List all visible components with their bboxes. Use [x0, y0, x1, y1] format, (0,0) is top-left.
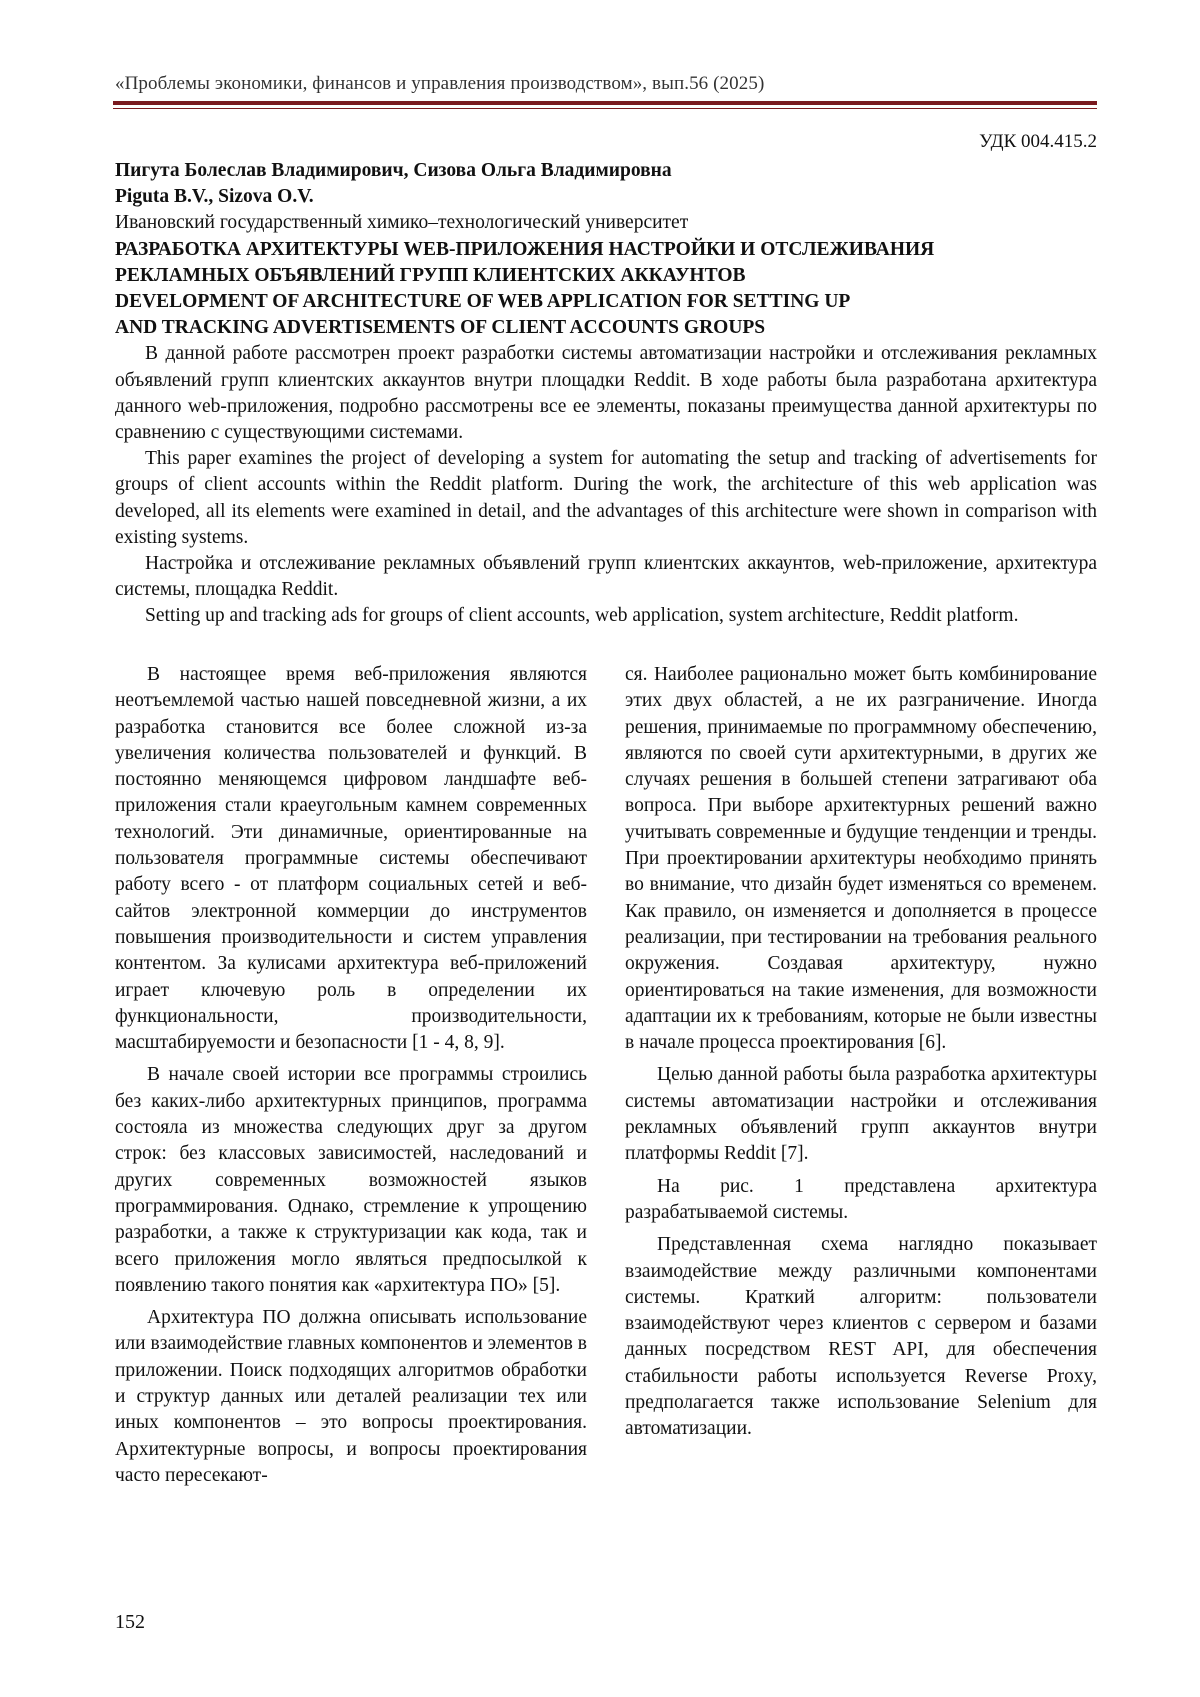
affiliation: Ивановский государственный химико–технологический университет [115, 212, 689, 234]
header-rule-thick [113, 101, 1097, 105]
authors-en: Piguta B.V., Sizova O.V. [115, 186, 314, 208]
body-paragraph: В настоящее время веб-приложения являются неотъемлемой частью нашей повседневной жизни, а их разработка становится все более сложной из-за увеличения количества пользователей и функций. В постоянно меняющемся цифровом ландшафте веб-приложения стали краеугольным камнем современных технологий. Эти динамичные, ориентированные на пользователя программные системы обеспечивают работу всего - от платформ социальных сетей и веб-сайтов электронной коммерции до инструментов повышения производительности и систем управления контентом. За кулисами архитектура веб-приложений играет ключевую роль в определении их функциональности, производительности, масштабируемости и безопасности [1 - 4, 8, 9]. [115, 664, 587, 1054]
authors-ru: Пигута Болеслав Владимирович, Сизова Ольга Владимировна [115, 160, 672, 181]
front-matter [115, 158, 1097, 630]
title-en-line-1: DEVELOPMENT OF ARCHITECTURE OF WEB APPLICATION FOR SETTING UP [115, 291, 851, 313]
right-column [625, 662, 1097, 1495]
body-paragraph: На рис. 1 представлена архитектура разрабатываемой системы. [625, 1175, 1097, 1223]
body-paragraph: Архитектура ПО должна описывать использование или взаимодействие главных компонентов и элементов в приложении. Поиск подходящих алгоритмов обработки и структур данных или деталей реализации тех или иных компонентов – это вопросы проектирования. Архитектурные вопросы, и вопросы проектирования часто пересекают- [115, 1307, 587, 1486]
running-header: «Проблемы экономики, финансов и управления производством», вып.56 (2025) [115, 73, 765, 94]
page-number: 152 [115, 1611, 145, 1633]
body-paragraph-continued: ся. Наиболее рационально может быть комбинирование этих двух областей, а не их разграничение. Иногда решения, принимаемые по программному обеспечению, являются по своей сути архитектурными, в других же случаях решения в большей степени затрагивают оба вопроса. При выборе архитектурных решений важно учитывать современные и будущие тенденции и тренды. При проектировании архитектуры необходимо принять во внимание, что дизайн будет изменяться со временем. Как правило, он изменяется и дополняется в процессе реализации, при тестировании на требования реального окружения. Создавая архитектуру, нужно ориентироваться на такие изменения, для возможности адаптации их к требованиям, которые не были известны в начале процесса проектирования [6]. [625, 664, 1097, 1054]
header-rule-thin [113, 108, 1097, 109]
body-paragraph: Представленная схема наглядно показывает взаимодействие между различными компонентами системы. Краткий алгоритм: пользователи взаимодействуют через клиентов с сервером и базами данных посредством REST API, для обеспечения стабильности работы используется Reverse Proxy, предполагается также использование Selenium для автоматизации. [625, 1234, 1097, 1440]
keywords-ru: Настройка и отслеживание рекламных объявлений групп клиентских аккаунтов, web-приложение, архитектура системы, площадка Reddit. [115, 553, 1097, 601]
body-columns [115, 662, 1097, 1495]
body-paragraph: Целью данной работы была разработка архитектуры системы автоматизации настройки и отслеживания рекламных объявлений групп аккаунтов внутри платформы Reddit [7]. [625, 1064, 1097, 1165]
left-column [115, 662, 587, 1495]
body-paragraph: В начале своей истории все программы строились без каких-либо архитектурных принципов, программа состояла из множества следующих друг за другом строк: без классовых зависимостей, наследований и других современных возможностей языков программирования. Однако, стремление к упрощению разработки, а также к структуризации как кода, так и всего приложения могло являться предпосылкой к появлению такого понятия как «архитектура ПО» [5]. [115, 1064, 587, 1296]
udk-code: УДК 004.415.2 [979, 131, 1097, 152]
keywords-en: Setting up and tracking ads for groups of client accounts, web application, system architecture, Reddit platform. [145, 605, 1019, 627]
abstract-en: This paper examines the project of developing a system for automating the setup and tracking of advertisements for groups of client accounts within the Reddit platform. During the work, the architecture of this web application was developed, all its elements were examined in detail, and the advantages of this architecture were shown in comparison with existing systems. [115, 448, 1097, 548]
abstract-ru: В данной работе рассмотрен проект разработки системы автоматизации настройки и отслеживания рекламных объявлений групп клиентских аккаунтов внутри площадки Reddit. В ходе работы была разработана архитектура данного web-приложения, подробно рассмотрены все ее элементы, показаны преимущества данной архитектуры по сравнению с существующими системами. [115, 343, 1097, 444]
title-ru-line-2: РЕКЛАМНЫХ ОБЪЯВЛЕНИЙ ГРУПП КЛИЕНТСКИХ АККАУНТОВ [115, 264, 746, 286]
title-ru-line-1: РАЗРАБОТКА АРХИТЕКТУРЫ WEB-ПРИЛОЖЕНИЯ НАСТРОЙКИ И ОТСЛЕЖИВАНИЯ [115, 238, 935, 260]
title-en-line-2: AND TRACKING ADVERTISEMENTS OF CLIENT ACCOUNTS GROUPS [115, 317, 766, 339]
